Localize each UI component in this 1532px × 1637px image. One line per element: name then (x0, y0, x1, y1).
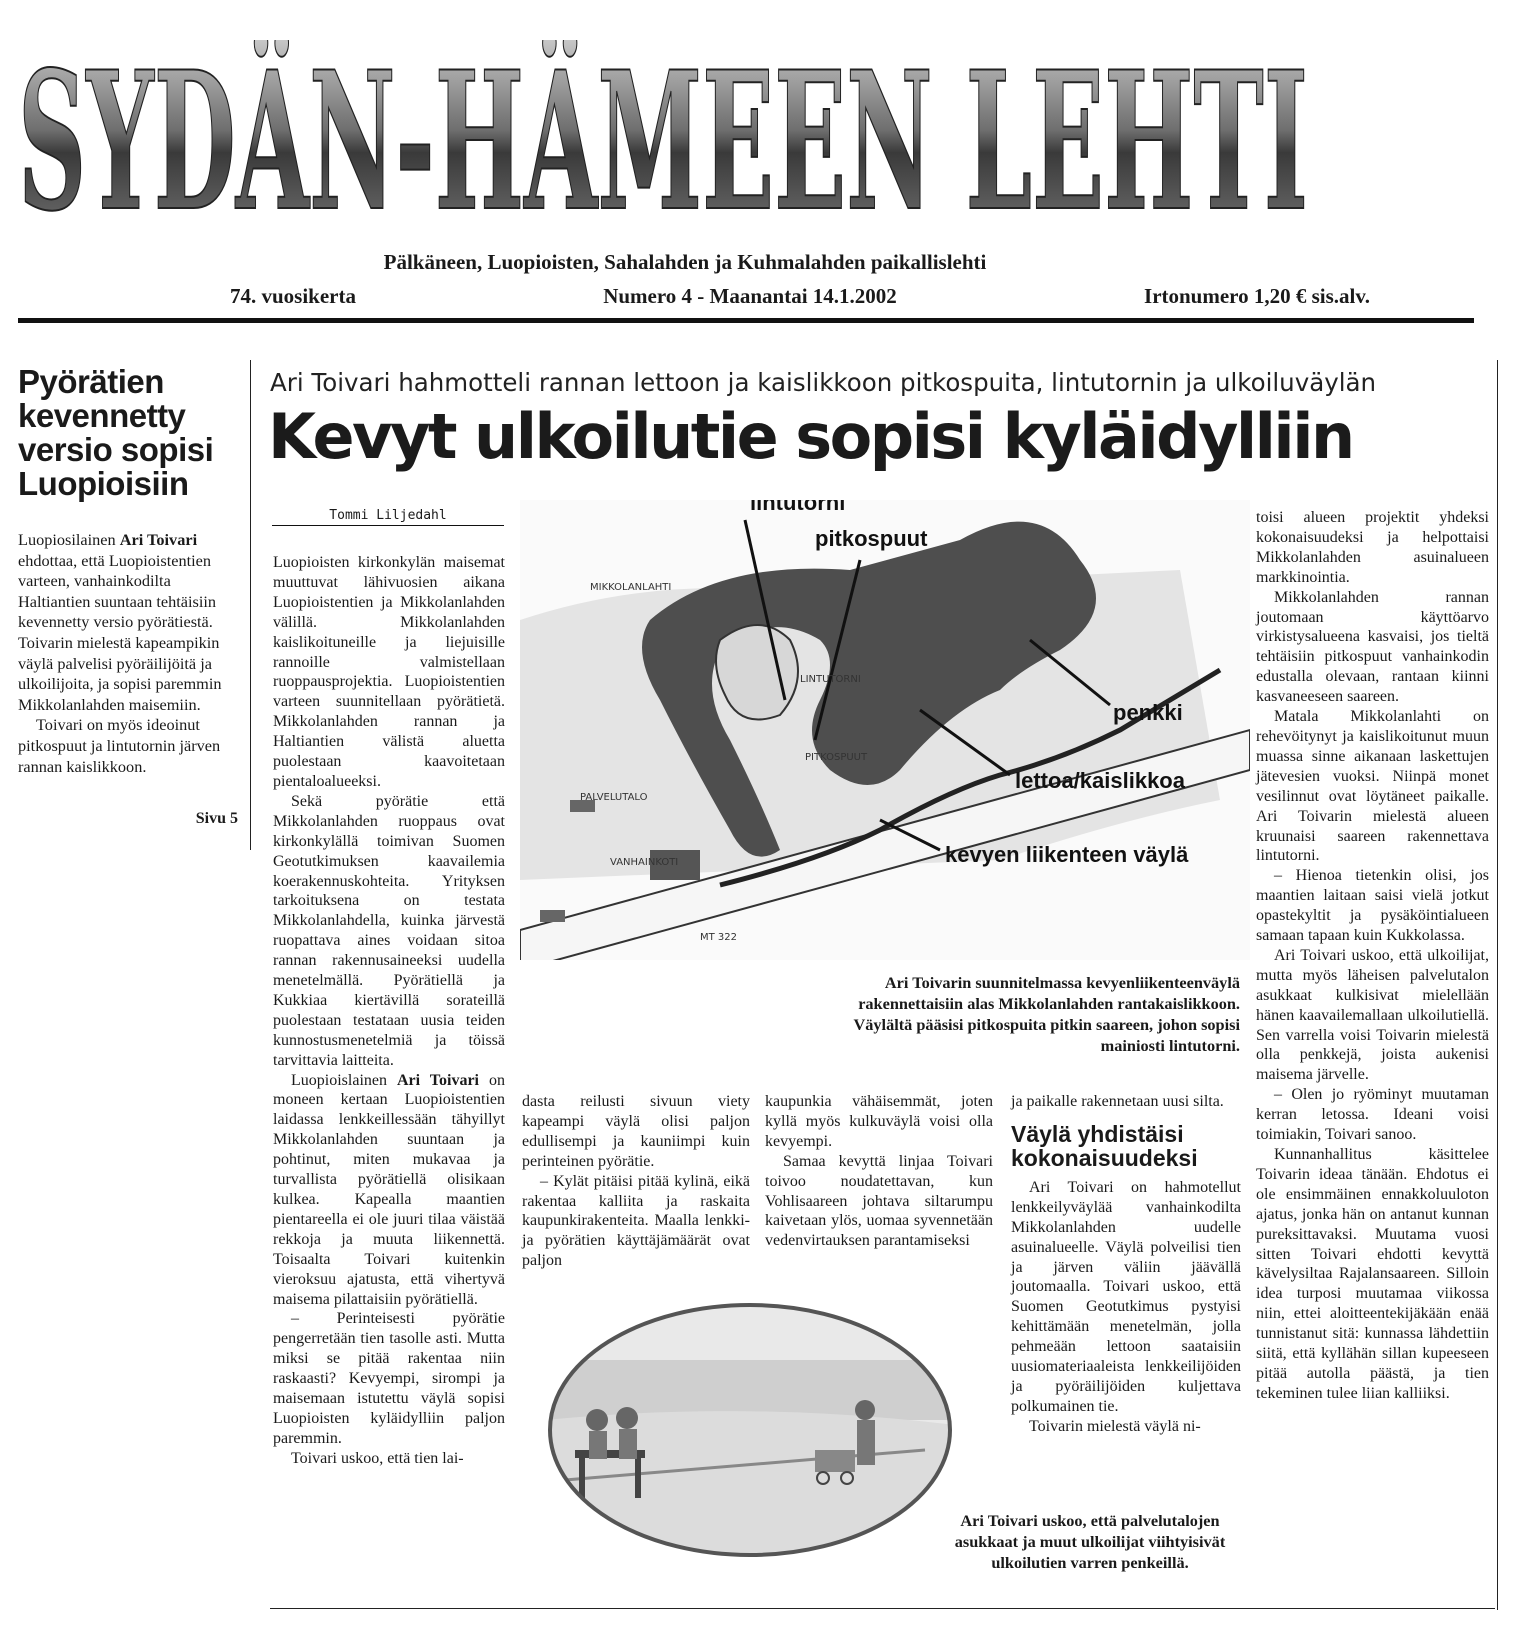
hand-road-label: MT 322 (700, 932, 738, 943)
article-paragraph: Kunnanhallitus käsittelee Toivarin ideaa tänään. Ehdotus ei ole ensimmäinen ennakkoluuloton ajatus, jonka hän on antanut kunnan pureksittavaksi. Muutama vuosi sitten Toivari ehdotti kevyttä kävelysiltaa Rajalansaareen. Silloin idea turposi muutamaa viikossa niin, ettei aloitteentekijäkään enää tunnistanut sitä: kunnassa lähdettiin siitä, että kyllähän sillan kupeeseen pitää autolla päästä, ja tien tekeminen tulee liian kalliiksi. (1256, 1146, 1489, 1402)
article-column-3 (765, 1092, 993, 1251)
article-column-4 (1011, 1092, 1241, 1437)
page-reference: Sivu 5 (195, 810, 238, 827)
hand-tower-label: LINTUTORNI (800, 674, 861, 685)
article-paragraph: toisi alueen projektit yhdeksi kokonaisuudeksi ja helpottaisi Mikkolanlahden asuinalueen markkinointia. (1256, 509, 1489, 586)
map-illustration (520, 500, 1250, 960)
right-divider (1497, 360, 1498, 1610)
sidebar-headline: Pyörätien kevennetty versio sopisi Luopioisiin (18, 363, 214, 502)
label-duckboards: pitkospuut (815, 526, 928, 551)
article-name: Ari Toivari (396, 1071, 479, 1089)
bottom-rule (270, 1608, 1495, 1609)
article-paragraph: Ari Toivari on hahmotellut lenkkeilyväylää vanhainkodilta Mikkolanlahden uudelle asuinalueelle. Väylä polveilisi tien ja järven väliin jäävällä joutomaalla. Toivari uskoo, että Suomen Geotutkimus pystyisi kehittämään menetelmän, jolla pehmeään lettoon saataisiin uusiomateriaaleista lenkkeilijöiden ja pyöräilijöiden kuljettava polkumainen tie. (1011, 1178, 1241, 1415)
label-path: kevyen liikenteen väylä (945, 842, 1189, 867)
masthead-logo (18, 40, 1318, 230)
article-paragraph: ja paikalle rakennetaan uusi silta. (1011, 1093, 1224, 1110)
label-marsh: lettoa/kaislikkoa (1015, 768, 1185, 793)
label-bench: penkki (1113, 700, 1183, 725)
article-paragraph: Samaa kevyttä linjaa Toivari toivoo noudatettavan, kun Vohlisaareen johtava siltarumpu kaivetaan ylös, uomaa syvennetään vedenvirtauksen parantamiseksi (765, 1152, 993, 1250)
hand-nursing-label: VANHAINKOTI (610, 857, 679, 868)
article-paragraph: dasta reilusti sivuun viety kapeampi väylä olisi paljon edullisempi ja kauniimpi kuin perinteinen pyörätie. (522, 1093, 750, 1170)
bench-drawing (545, 1300, 955, 1560)
sidebar-text: ehdottaa, että Luopioistentien varteen, vanhainkodilta Haltiantien suuntaan tehtäisiin kevennetty versio pyörätiestä. Toivarin mielestä kapeampikin väylä palvelisi pyöräilijöitä ja ulkoilijoita, ja sopisi paremmin Mikkolanlahden maisemiin. (18, 550, 222, 714)
sidebar-paragraph (18, 530, 238, 715)
map-caption: Ari Toivarin suunnitelmassa kevyenliikenteenväylä rakennettaisiin alas Mikkolanlahden rantakaislikkoon. Väylältä pääsisi pitkospuita pitkin saareen, johon sopisi mainiosti lintutorni. (853, 973, 1240, 1055)
house-building (540, 910, 565, 922)
article-headline: Kevyt ulkoilutie sopisi kyläidylliin (268, 400, 1353, 473)
issue-label: Numero 4 - Maanantai 14.1.2002 (603, 284, 897, 308)
article-paragraph: kaupunkia vähäisemmät, joten kyllä myös kulkuväylä voisi olla kevyempi. (765, 1093, 993, 1150)
article-paragraph: Toivarin mielestä väylä ni- (1029, 1417, 1201, 1435)
article-kicker: Ari Toivari hahmotteli rannan lettoon ja kaislikkoon pitkospuita, lintutornin ja ulkoiluväylän (270, 368, 1377, 397)
article-paragraph: Mikkolanlahden rannan joutomaan käyttöarvo virkistysalueena kasvaisi, jos tieltä tehtäisiin pitkospuut vanhainkodin edustalla olevaan, rantaan kiinni kasvaneeseen saareen. (1256, 588, 1489, 706)
article-text: Luopioislainen (291, 1071, 397, 1089)
article-text: on moneen kertaan Luopioistentien laidassa lenkkeillessään tähyillyt Mikkolanlahden suuntaan ja pohtinut, miten mukavaa ja turvallista pyörätiellä olisikaan kulkea. Kapealla maantien pientareella ei ole juuri tilaa väistää rekkoja ja muuta liikennettä. Toisaalta Toivari kuitenkin vieroksuu ajatusta, että vihertyvä maisema pilattaisiin pyörätiellä. (273, 1071, 505, 1308)
article-paragraph: Toivari uskoo, että tien lai- (291, 1449, 464, 1467)
sidebar-text: Luopiosilainen (18, 530, 120, 549)
article-subhead: Väylä yhdistäisi kokonaisuudeksi (1011, 1120, 1198, 1171)
sidebar-divider (250, 360, 251, 850)
article-paragraph: – Hienoa tietenkin olisi, jos maantien laitaan saisi vielä jotkut opastekyltit ja pysäköintialueen samaan tapaan kuin Kukkolassa. (1256, 867, 1489, 945)
price-label: Irtonumero 1,20 € sis.alv. (1144, 284, 1370, 308)
article-paragraph: – Olen jo ryöminyt muutaman kerran letossa. Ideani voisi toimiakin, Toivari sanoo. (1256, 1086, 1489, 1144)
article-paragraph: – Perinteisesti pyörätie pengerretään tien tasolle asti. Mutta miksi se pitää rakentaa niin raskaasti? Kevyempi, sirompi ja maisemaan istutettu väylä sopisi Luopioisten kyläidylliin paljon paremmin. (273, 1310, 505, 1447)
issue-line (230, 284, 1370, 309)
article-paragraph: Sekä pyörätie että Mikkolanlahden ruoppaus ovat kirkonkylällä toimivan Suomen Geotutkimuksen kaavailemia koerakennuskohteita. Yrityksen tarkoituksena on testata Mikkolanlahdella, kuinka järvestä ruopattava aines voidaan sitoa rannan rakennusaineeksi uudella menetelmällä. Pyörätiellä ja Kukkiaa kiertävillä sorateillä puolestaan testataan uusia teiden kunnostusmenetelmiä ja töissä tarvittavia laitteita. (273, 792, 505, 1069)
masthead-subtitle: Pälkäneen, Luopioisten, Sahalahden ja Kuhmalahden paikallislehti (383, 250, 987, 274)
drawing-caption: Ari Toivari uskoo, että palvelutalojen asukkaat ja muut ulkoilijat viihtyisivät ulkoilutien varren penkeillä. (954, 1511, 1226, 1572)
article-column-5 (1256, 508, 1489, 1404)
hand-service-label: PALVELUTALO (580, 792, 648, 803)
sidebar-name: Ari Toivari (119, 530, 198, 549)
article-paragraph (273, 1071, 505, 1310)
hand-boards-label: PITKOSPUUT (805, 752, 868, 763)
article-column-1 (273, 553, 505, 1469)
article-paragraph: Luopioisten kirkonkylän maisemat muuttuvat lähivuosien aikana Luopioistentien ja Mikkolanlahden välillä. Mikkolanlahden kaislikoituneille ja liejuisille rannoille valmistellaan ruoppausprojektia. Luopioistentien varteen suunnitellaan pyörätietä. Mikkolanlahden rannan ja Haltiantien välistä aluetta puolestaan kaavoitetaan pientaloalueeksi. (273, 554, 505, 790)
label-tower: lintutorni (750, 500, 846, 515)
masthead-rule (18, 318, 1474, 323)
article-column-2 (522, 1092, 750, 1271)
sidebar-body (18, 530, 238, 777)
article-byline: Tommi Liljedahl (272, 508, 504, 526)
article-paragraph: Matala Mikkolanlahti on rehevöitynyt ja kaislikoitunut muun muassa sinne aikanaan laskettujen jätevesien vuoksi. Niinpä monet vesilinnut ovat löytäneet paikalle. Ari Toivarin mielestä alueen kruunaisi saareen rakennettava lintutorni. (1256, 708, 1489, 865)
sidebar-paragraph: Toivari on myös ideoinut pitkospuut ja lintutornin järven rannan kaislikkoon. (18, 715, 221, 776)
masthead-title: SYDÄN-HÄMEEN LEHTI (18, 40, 1308, 230)
article-paragraph: – Kylät pitäisi pitää kylinä, eikä rakentaa kalliita ja raskaita kaupunkirakenteita. Maalla lenkki- ja pyörätien käyttäjämäärät ovat paljon (522, 1172, 750, 1270)
volume-label: 74. vuosikerta (230, 284, 356, 308)
hand-bay-label: MIKKOLANLAHTI (590, 582, 672, 593)
article-paragraph: Ari Toivari uskoo, että ulkoilijat, mutta myös läheisen palvelutalon asukkaat kulkisivat mielellään hänen kaavailemallaan ulkoilutiellä. Sen varrella voisi Toivarin mielestä olla penkkejä, joista aukenisi maisema järvelle. (1256, 946, 1489, 1084)
